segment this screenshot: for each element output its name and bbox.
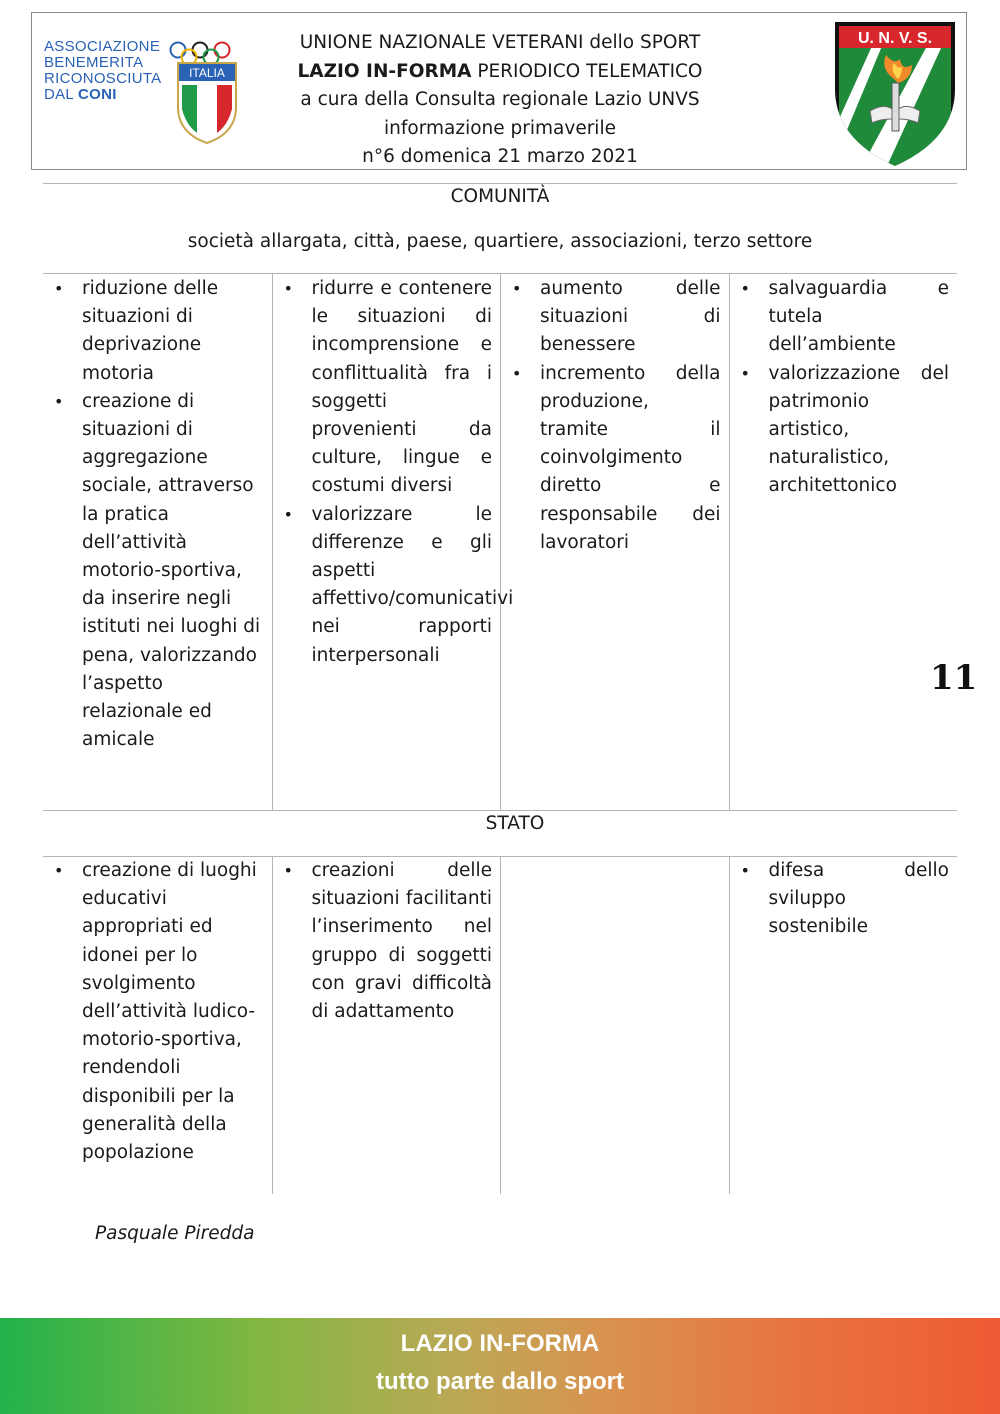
stato-col-1 <box>43 857 272 1194</box>
list-item: • valorizzazione del patrimonio artistico, naturalistico, architettonico <box>738 360 950 501</box>
list-item: • valorizzare le differenze e gli aspetti affettivo/comunicativi nei rapporti interpersonali <box>281 501 493 670</box>
header-line-4: informazione primaverile <box>384 117 616 139</box>
comunita-table <box>43 274 957 810</box>
list-item: • creazioni delle situazioni facilitanti l’inserimento nel gruppo di soggetti con gravi difficoltà di adattamento <box>281 857 493 1026</box>
header-line-2 <box>252 58 748 87</box>
page-header <box>31 12 967 170</box>
header-line-3: a cura della Consulta regionale Lazio UNVS <box>300 89 700 110</box>
list-item: • incremento della produzione, tramite il coinvolgimento diretto e responsabile dei lavoratori <box>509 360 721 557</box>
list-item: • ridurre e contenere le situazioni di incomprensione e conflittualità fra i soggetti provenienti da culture, lingue e costumi diversi <box>281 275 493 501</box>
list-item: • difesa dello sviluppo sostenibile <box>738 857 950 942</box>
footer-line-2: tutto parte dallo sport <box>376 1368 624 1395</box>
header-line-2-bold: LAZIO IN-FORMA <box>297 60 472 82</box>
list-item: • salvaguardia e tutela dell’ambiente <box>738 275 950 360</box>
coni-logo <box>44 39 234 149</box>
header-line-1: UNIONE NAZIONALE VETERANI dello SPORT <box>299 32 701 53</box>
comunita-col-4 <box>729 274 958 810</box>
italia-shield-icon <box>176 61 238 145</box>
comunita-col-1 <box>43 274 272 810</box>
unvs-logo <box>832 19 958 169</box>
list-item: • creazione di luoghi educativi appropriati ed idonei per lo svolgimento dell’attività ludico-motorio-sportiva, rendendoli disponibili per la generalità della popolazione <box>51 857 264 1167</box>
author-signature: Pasquale Piredda <box>95 1223 255 1244</box>
header-line-5: n°6 domenica 21 marzo 2021 <box>362 146 638 167</box>
coni-line-1: ASSOCIAZIONE <box>44 38 161 55</box>
list-item: • riduzione delle situazioni di deprivazione motoria <box>51 275 264 388</box>
shield-text: ITALIA <box>189 66 225 80</box>
stato-col-3 <box>500 857 729 1194</box>
comunita-col-3 <box>500 274 729 810</box>
unvs-logo-text: U. N. V. S. <box>857 30 933 47</box>
stato-table <box>43 857 957 1194</box>
divider <box>43 183 957 184</box>
header-title-block <box>252 29 748 172</box>
page-number: 11 <box>930 658 978 698</box>
page-footer <box>0 1318 1000 1414</box>
section-title-stato: STATO <box>485 813 545 834</box>
stato-col-2 <box>272 857 501 1194</box>
list-item: • creazione di situazioni di aggregazione sociale, attraverso la pratica dell’attività motorio-sportiva, da inserire negli istituti nei luoghi di pena, valorizzando l’aspetto relazionale ed amicale <box>51 388 264 755</box>
section-title-comunita: COMUNITÀ <box>450 186 550 207</box>
coni-word: CONI <box>78 86 117 103</box>
stato-col-4 <box>729 857 958 1194</box>
coni-line-2: BENEMERITA <box>44 54 144 71</box>
footer-line-1: LAZIO IN-FORMA <box>400 1330 600 1357</box>
divider <box>43 810 957 811</box>
list-item: • aumento delle situazioni di benessere <box>509 275 721 360</box>
coni-logo-text <box>44 39 162 103</box>
coni-line-4: DAL <box>44 86 78 103</box>
coni-line-3: RICONOSCIUTA <box>44 70 162 87</box>
header-line-2-rest: PERIODICO TELEMATICO <box>471 60 703 82</box>
comunita-col-2 <box>272 274 514 810</box>
section-subtitle-comunita: società allargata, città, paese, quartiere, associazioni, terzo settore <box>187 231 813 252</box>
